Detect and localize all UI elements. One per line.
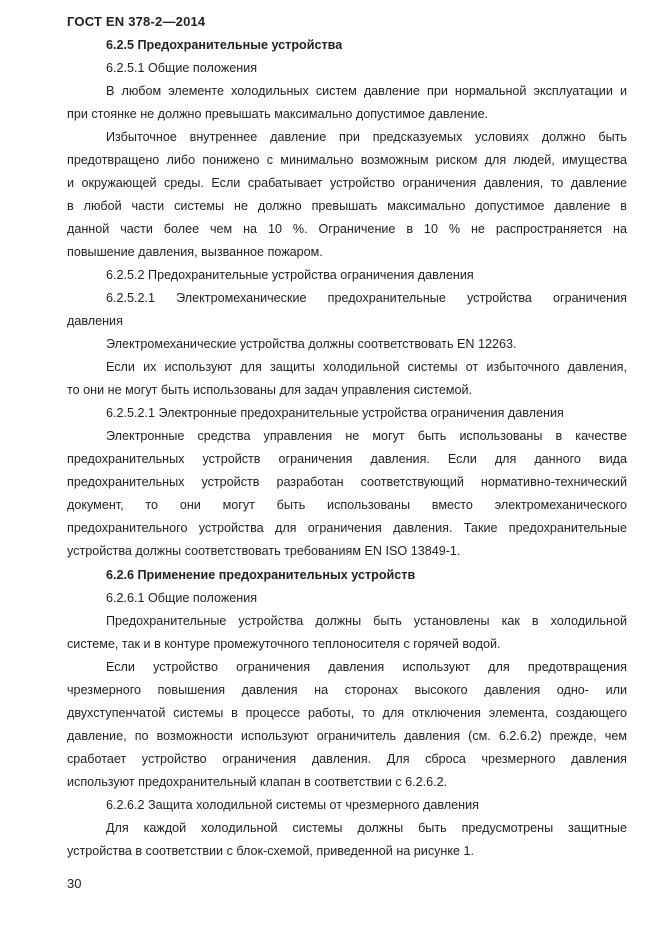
paragraph-line: Для каждой холодильной системы должны быть предусмотрены защитные — [106, 821, 627, 835]
paragraph-line: устройства в соответствии с блок-схемой, приведенной на рисунке 1. — [67, 844, 475, 858]
paragraph-line: повышение давления, вызванное пожаром. — [67, 245, 323, 259]
subsection-heading: 6.2.5.1 Общие положения — [106, 61, 258, 75]
paragraph-line: Предохранительные устройства должны быть установлены как в холодильной — [106, 614, 627, 628]
paragraph-line: устройства должны соответствовать требованиям EN ISO 13849-1. — [67, 544, 461, 558]
paragraph-line: предохранительного устройства для ограничения давления. Такие предохранительные — [67, 521, 627, 535]
paragraph-line: в любой части системы не должно превышать максимально допустимое давление в — [67, 199, 627, 213]
paragraph-line: Электромеханические устройства должны соответствовать EN 12263. — [106, 337, 517, 351]
subsection-heading: 6.2.6.1 Общие положения — [106, 591, 258, 605]
subsection-heading-cont: давления — [67, 314, 123, 328]
paragraph-line: давление, по возможности используют ограничитель давления (см. 6.2.6.2) прежде, чем — [67, 729, 627, 743]
subsection-heading: 6.2.5.2.1 Электронные предохранительные устройства ограничения давления — [106, 406, 564, 420]
paragraph-line: предохранительных устройств разработан соответствующий нормативно-технический — [67, 475, 627, 489]
paragraph-line: системе, так и в контуре промежуточного теплоносителя с горячей водой. — [67, 637, 501, 651]
paragraph-line: Избыточное внутреннее давление при предсказуемых условиях должно быть — [106, 130, 627, 144]
section-heading: 6.2.5 Предохранительные устройства — [106, 38, 343, 52]
paragraph-line: предохранительных устройств ограничения давления. Если для данного вида — [67, 452, 627, 466]
paragraph-line: используют предохранительный клапан в соответствии с 6.2.6.2. — [67, 775, 448, 789]
paragraph-line: документ, то они могут быть использованы вместо электромеханического — [67, 498, 627, 512]
paragraph-line: предотвращено либо понижено с минимально возможным риском для людей, имущества — [67, 153, 627, 167]
paragraph-line: при стоянке не должно превышать максимально допустимое давление. — [67, 107, 489, 121]
paragraph-line: Электронные средства управления не могут быть использованы в качестве — [106, 429, 627, 443]
paragraph-line: данной части более чем на 10 %. Ограничение в 10 % не распространяется на — [67, 222, 627, 236]
paragraph-line: сработает устройство ограничения давления. Для сброса чрезмерного давления — [67, 752, 627, 766]
paragraph-line: чрезмерного повышения давления на сторонах высокого давления одно- или — [67, 683, 627, 697]
paragraph-line: и окружающей среды. Если срабатывает устройство ограничения давления, то давление — [67, 176, 627, 190]
subsection-heading: 6.2.6.2 Защита холодильной системы от чрезмерного давления — [106, 798, 479, 812]
paragraph-line: двухступенчатой системы в процессе работы, то для отключения элемента, создающего — [67, 706, 627, 720]
standard-header: ГОСТ EN 378-2—2014 — [67, 14, 206, 29]
subsection-heading: 6.2.5.2.1 Электромеханические предохранительные устройства ограничения — [106, 291, 627, 305]
paragraph-line: Если устройство ограничения давления используют для предотвращения — [106, 660, 627, 674]
subsection-heading: 6.2.5.2 Предохранительные устройства ограничения давления — [106, 268, 474, 282]
paragraph-line: Если их используют для защиты холодильной системы от избыточного давления, — [106, 360, 627, 374]
page-number: 30 — [67, 876, 82, 891]
paragraph-line: то они не могут быть использованы для задач управления системой. — [67, 383, 473, 397]
section-heading: 6.2.6 Применение предохранительных устройств — [106, 568, 416, 582]
paragraph-line: В любом элементе холодильных систем давление при нормальной эксплуатации и — [106, 84, 627, 98]
